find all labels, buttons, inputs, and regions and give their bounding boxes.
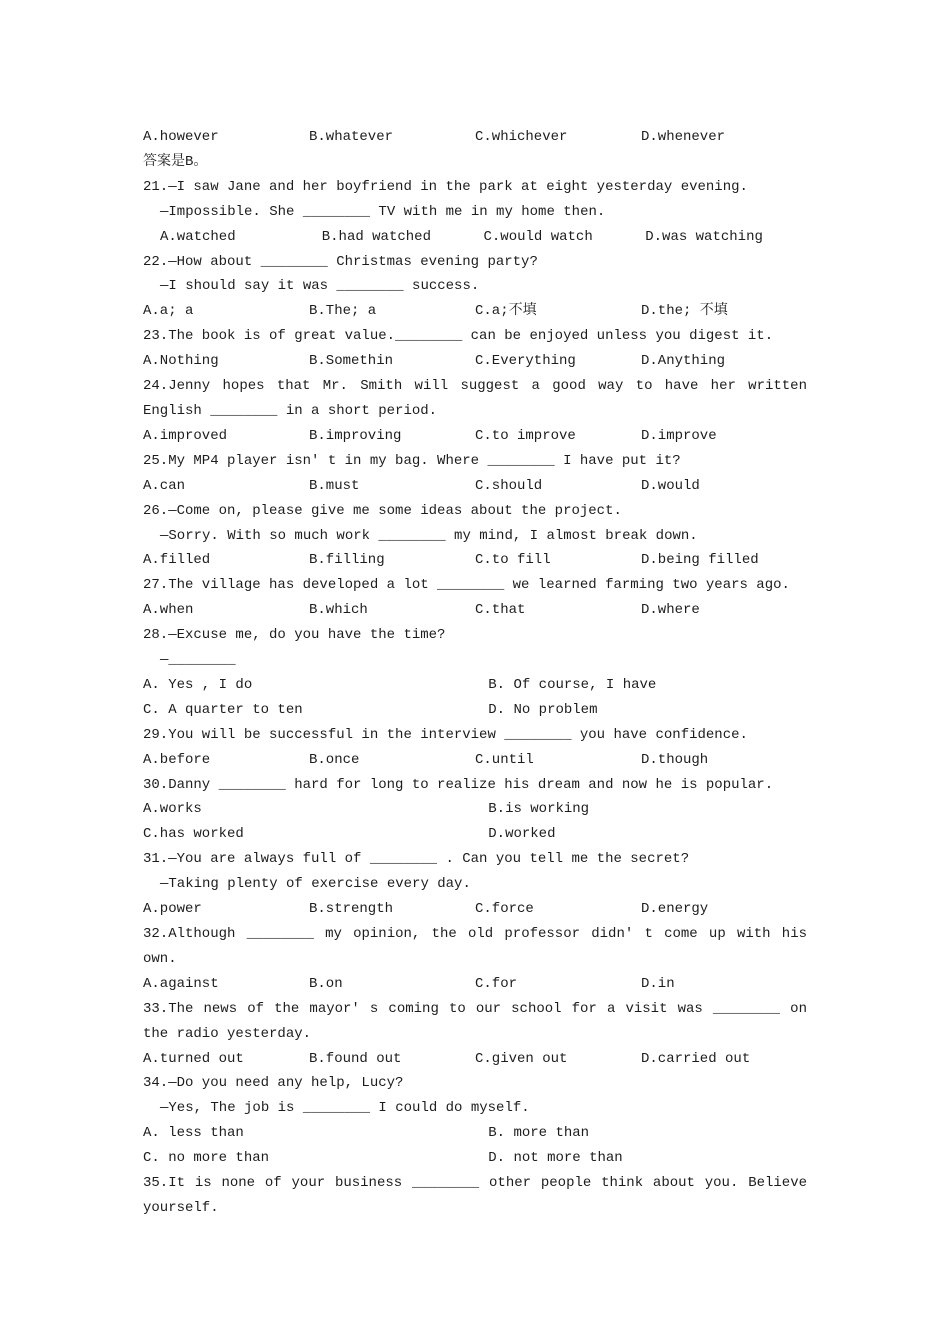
dialogue-line: —Taking plenty of exercise every day. <box>160 876 471 893</box>
option-cell: C.for <box>475 975 518 992</box>
option-cell: A.can <box>143 477 186 494</box>
option-cell: C.Everything <box>475 353 576 370</box>
question-stem: 35.It is none of your business ________ other people think about you. Believe yourself. <box>143 1175 807 1216</box>
option-cell: B.Somethin <box>309 353 394 370</box>
options-row <box>143 548 807 573</box>
question-stem: 32.Although ________ my opinion, the old professor didn' t come up with his own. <box>143 926 807 967</box>
option-cell: C. A quarter to ten <box>143 701 303 718</box>
option-cell: D.whenever <box>641 129 726 145</box>
option-cell: A. Yes , I do <box>143 676 253 693</box>
option-cell: D.Anything <box>641 353 726 370</box>
option-cell: A.works <box>143 801 202 818</box>
option-cell: C.force <box>475 901 534 918</box>
question-stem: 22.—How about ________ Christmas evening party? <box>143 253 538 270</box>
option-cell: A.a; a <box>143 303 194 320</box>
options-row <box>143 797 807 822</box>
option-cell: D.in <box>641 975 675 992</box>
options-row <box>143 748 807 773</box>
option-cell: C.given out <box>475 1050 568 1067</box>
option-cell: D.worked <box>488 826 556 843</box>
question-stem: 25.My MP4 player isn' t in my bag. Where ________ I have put it? <box>143 452 681 469</box>
option-cell: C.to improve <box>475 427 576 444</box>
option-cell: C.a;不填 <box>475 303 537 320</box>
option-cell: B.found out <box>309 1050 402 1067</box>
option-cell: D.carried out <box>641 1050 751 1067</box>
option-cell: B.improving <box>309 427 402 444</box>
option-cell: C.that <box>475 602 526 619</box>
dialogue-line: —I should say it was ________ success. <box>160 278 480 295</box>
option-cell: C.would watch <box>483 228 593 245</box>
option-cell: A.filled <box>143 552 211 569</box>
question-stem: 21.—I saw Jane and her boyfriend in the park at eight yesterday evening. <box>143 178 748 195</box>
option-cell: B.filling <box>309 552 385 569</box>
option-cell: B. Of course, I have <box>488 676 657 693</box>
option-cell: A.before <box>143 751 211 768</box>
option-cell: B.once <box>309 751 360 768</box>
dialogue-line: —________ <box>160 652 236 669</box>
option-cell: C.to fill <box>475 552 551 569</box>
question-stem: 28.—Excuse me, do you have the time? <box>143 627 446 644</box>
question-stem: 27.The village has developed a lot ________ we learned farming two years ago. <box>143 577 790 594</box>
options-row <box>143 972 807 997</box>
options-row <box>143 822 807 847</box>
options-row <box>143 1121 807 1146</box>
question-stem: 33.The news of the mayor' s coming to our school for a visit was ________ on the radio yesterday. <box>143 1000 807 1042</box>
option-cell: D.energy <box>641 901 709 918</box>
options-row <box>143 125 807 150</box>
option-cell: A.against <box>143 975 219 992</box>
option-cell: C. no more than <box>143 1150 270 1167</box>
option-cell: C.whichever <box>475 129 568 145</box>
exam-content <box>143 125 807 1221</box>
options-row <box>143 897 807 922</box>
option-cell: B.on <box>309 975 343 992</box>
options-row <box>143 598 807 623</box>
option-cell: D. No problem <box>488 701 598 718</box>
dialogue-line: —Impossible. She ________ TV with me in my home then. <box>160 203 606 220</box>
option-cell: C.has worked <box>143 826 244 843</box>
option-cell: A.Nothing <box>143 353 219 370</box>
question-stem: 34.—Do you need any help, Lucy? <box>143 1075 404 1092</box>
options-row <box>143 474 807 499</box>
option-cell: C.should <box>475 477 543 494</box>
option-cell: A.power <box>143 901 202 918</box>
options-row <box>143 1047 807 1072</box>
option-cell: B.must <box>309 477 360 494</box>
option-cell: D.being filled <box>641 552 759 569</box>
option-cell: B.had watched <box>321 228 431 245</box>
option-cell: B.is working <box>488 801 590 818</box>
answer-note: 答案是B。 <box>143 153 208 170</box>
options-row <box>143 1146 807 1171</box>
question-stem: 24.Jenny hopes that Mr. Smith will suggest a good way to have her written English ________ in a short period. <box>143 378 807 419</box>
options-row <box>143 349 807 374</box>
options-row <box>143 698 807 723</box>
option-cell: A.watched <box>160 228 236 245</box>
option-cell: D.would <box>641 477 700 494</box>
option-cell: D.though <box>641 751 709 768</box>
option-cell: B.which <box>309 602 368 619</box>
options-row <box>143 673 807 698</box>
dialogue-line: —Yes, The job is ________ I could do myself. <box>160 1100 530 1117</box>
option-cell: A.turned out <box>143 1050 244 1067</box>
question-stem: 29.You will be successful in the interview ________ you have confidence. <box>143 726 748 743</box>
options-row <box>143 299 807 324</box>
question-stem: 23.The book is of great value.________ can be enjoyed unless you digest it. <box>143 328 774 345</box>
option-cell: A.however <box>143 129 219 145</box>
option-cell: A. less than <box>143 1125 244 1142</box>
option-cell: A.improved <box>143 427 228 444</box>
option-cell: A.when <box>143 602 194 619</box>
question-stem: 30.Danny ________ hard for long to realize his dream and now he is popular. <box>143 776 774 793</box>
option-cell: B.The; a <box>309 303 377 320</box>
option-cell: D.improve <box>641 427 717 444</box>
option-cell: C.until <box>475 751 534 768</box>
dialogue-line: —Sorry. With so much work ________ my mind, I almost break down. <box>160 527 698 544</box>
question-stem: 26.—Come on, please give me some ideas about the project. <box>143 502 622 519</box>
option-cell: D.where <box>641 602 700 619</box>
option-cell: B. more than <box>488 1125 590 1142</box>
option-cell: D. not more than <box>488 1150 623 1167</box>
option-cell: D.the; 不填 <box>641 303 728 320</box>
option-cell: D.was watching <box>645 228 763 245</box>
options-row <box>143 225 807 250</box>
option-cell: B.whatever <box>309 129 394 145</box>
option-cell: B.strength <box>309 901 394 918</box>
question-stem: 31.—You are always full of ________ . Can you tell me the secret? <box>143 851 690 868</box>
options-row <box>143 424 807 449</box>
